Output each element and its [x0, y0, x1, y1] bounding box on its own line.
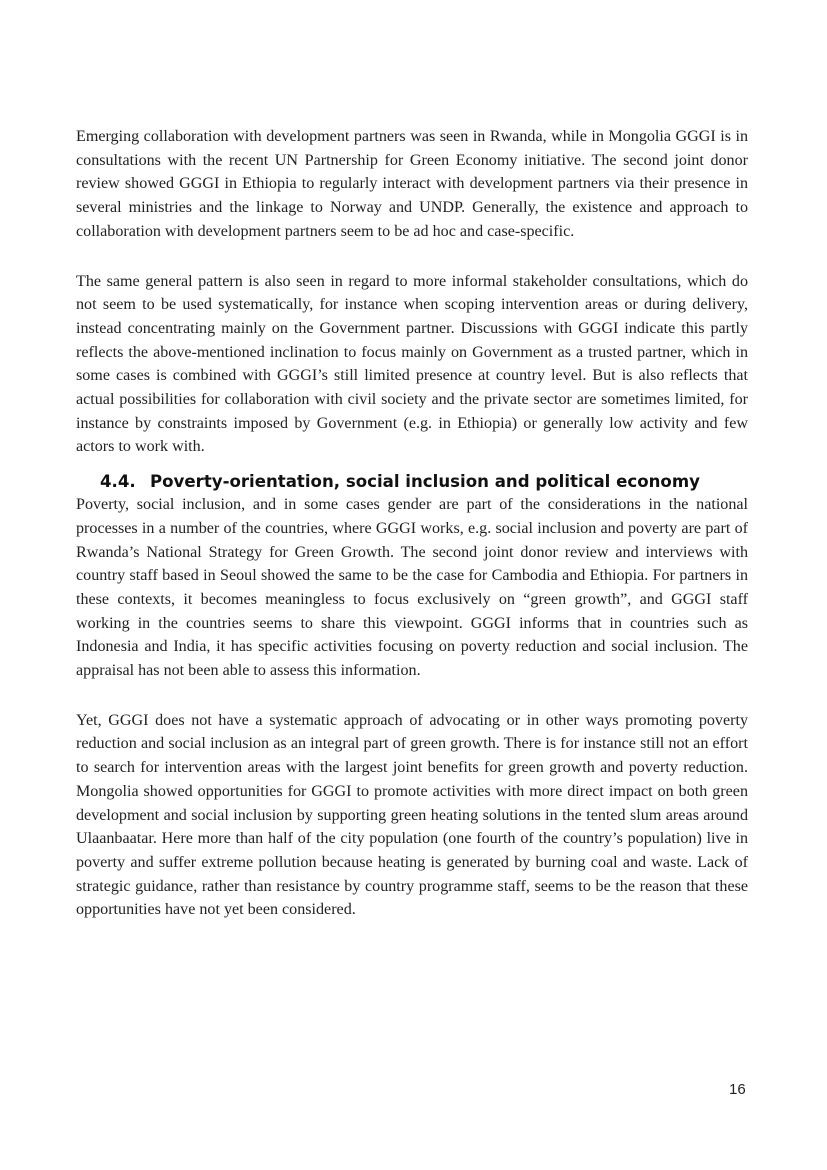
paragraph-development-partners: Emerging collaboration with development partners was seen in Rwanda, while in Mongolia GGGI is in consultations with the recent UN Partnership for Green Economy initiative. The second joint donor review showed GGGI in Ethiopia to regularly interact with development partners via their presence in several ministries and the linkage to Norway and UNDP. Generally, the existence and approach to collaboration with development partners seem to be ad hoc and case-specific.	[76, 128, 748, 240]
paragraph-systematic-approach: Yet, GGGI does not have a systematic approach of advocating or in other ways promoting poverty reduction and social inclusion as an integral part of green growth. There is for instance still not an effort to search for intervention areas with the largest joint benefits for green growth and poverty reduction. Mongolia showed opportunities for GGGI to promote activities with more direct impact on both green development and social inclusion by supporting green heating solutions in the tented slum areas around Ulaanbaatar. Here more than half of the city population (one fourth of the country’s population) live in poverty and suffer extreme pollution because heating is generated by burning coal and waste. Lack of strategic guidance, rather than resistance by country programme staff, seems to be the reason that these opportunities have not yet been considered.	[76, 711, 748, 919]
section-title: Poverty-orientation, social inclusion and political economy	[150, 472, 700, 492]
page-number: 16	[729, 1081, 746, 1098]
paragraph-stakeholder-consultations: The same general pattern is also seen in regard to more informal stakeholder consultations, which do not seem to be used systematically, for instance when scoping intervention areas or during delivery, instead concentrating mainly on the Government partner. Discussions with GGGI indicate this partly reflects the above-mentioned inclination to focus mainly on Government as a trusted partner, which in some cases is combined with GGGI’s still limited presence at country level. But is also reflects that actual possibilities for collaboration with civil society and the private sector are sometimes limited, for instance by constraints imposed by Government (e.g. in Ethiopia) or generally low activity and few actors to work with.	[76, 272, 748, 456]
paragraph-poverty-considerations: Poverty, social inclusion, and in some cases gender are part of the considerations in the national processes in a number of the countries, where GGGI works, e.g. social inclusion and poverty are part of Rwanda’s National Strategy for Green Growth. The second joint donor review and interviews with country staff based in Seoul showed the same to be the case for Cambodia and Ethiopia. For partners in these contexts, it becomes meaningless to focus exclusively on “green growth”, and GGGI staff working in the countries seems to share this viewpoint. GGGI informs that in countries such as Indonesia and India, it has specific activities focusing on poverty reduction and social inclusion. The appraisal has not been able to assess this information.	[76, 496, 748, 680]
section-heading	[76, 471, 748, 493]
page-body	[76, 125, 748, 922]
section-number: 4.4.	[100, 472, 136, 492]
